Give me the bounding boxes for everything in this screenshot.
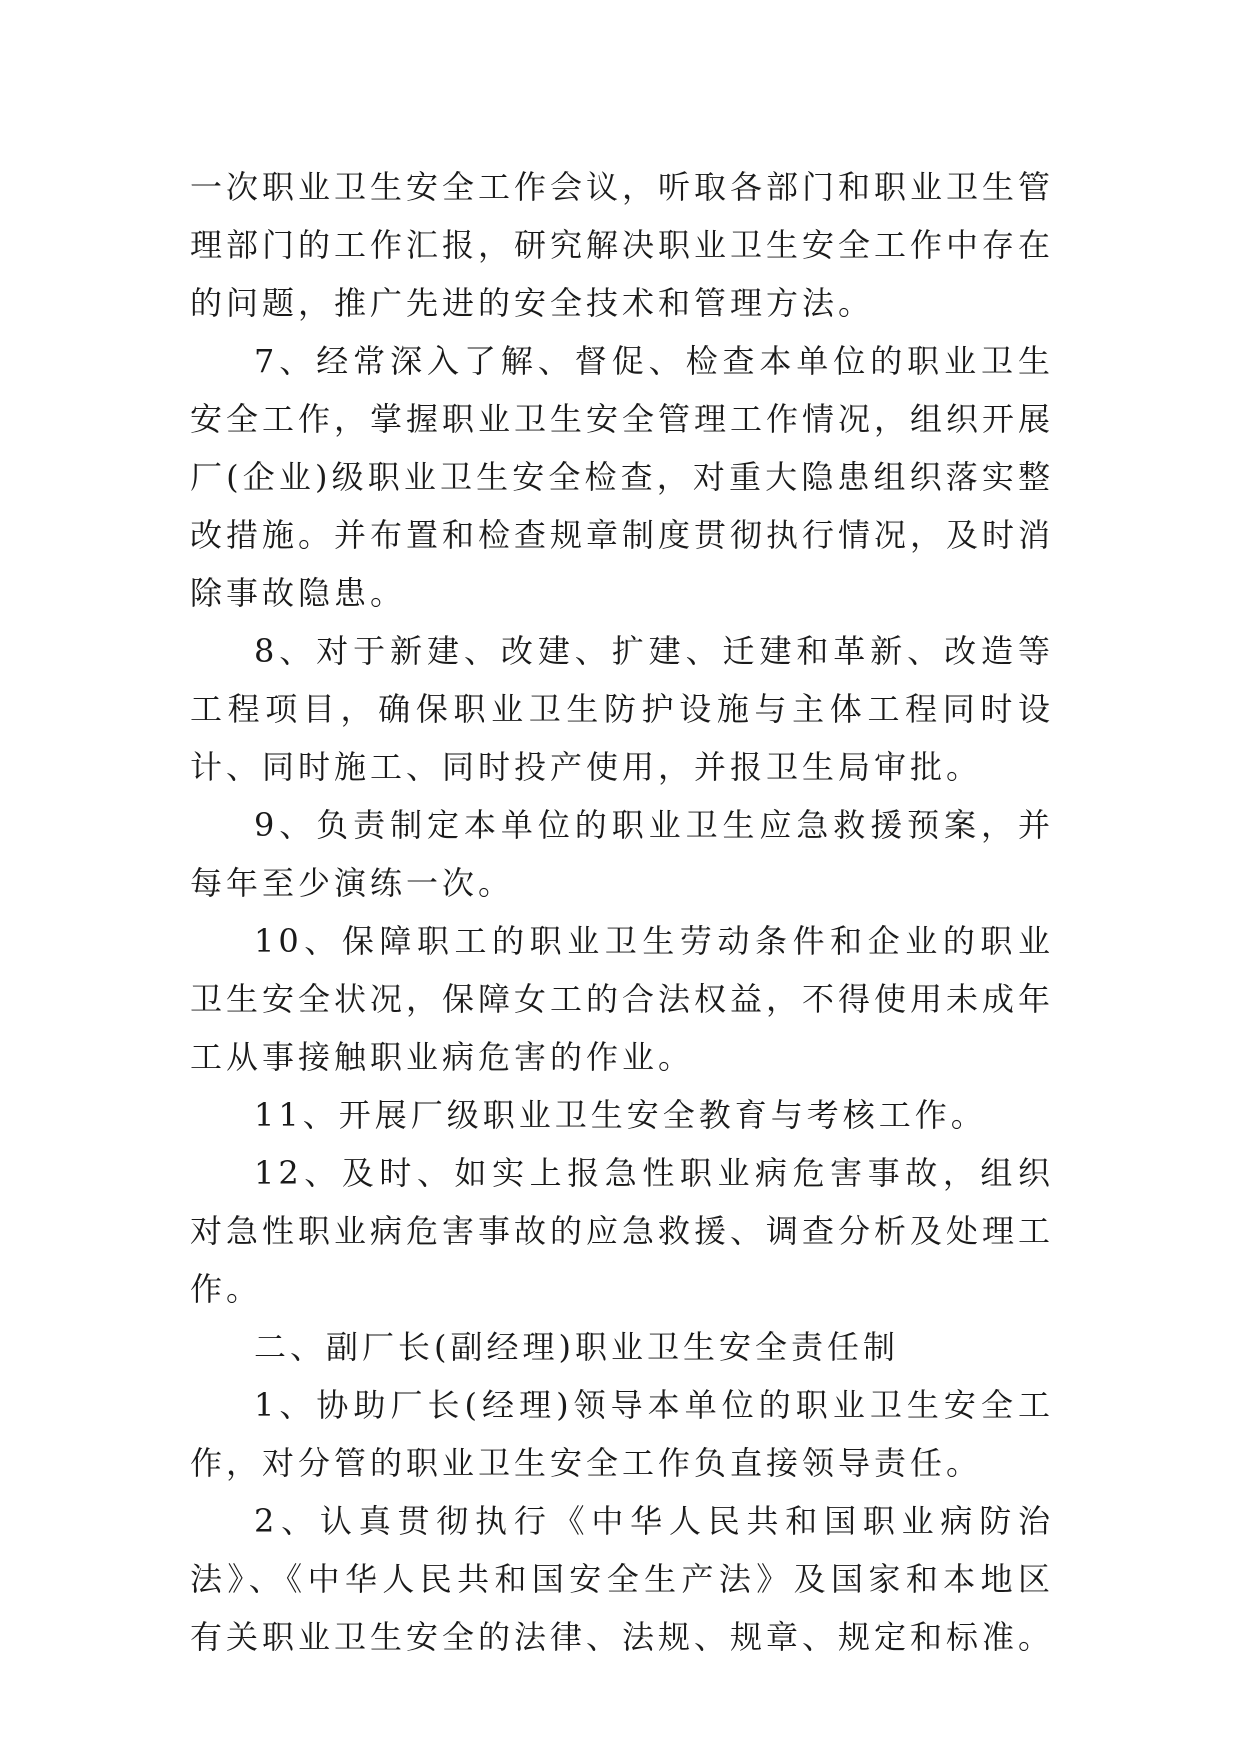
paragraph-item-2: 2、认真贯彻执行《中华人民共和国职业病防治法》、《中华人民共和国安全生产法》及国家和本地区有关职业卫生安全的法律、法规、规章、规定和标准。: [190, 1502, 1055, 1656]
section-heading-vice-director: 二、副厂长(副经理)职业卫生安全责任制: [254, 1328, 899, 1366]
paragraph-item-12: 12、及时、如实上报急性职业病危害事故，组织对急性职业病危害事故的应急救援、调查分析及处理工作。: [190, 1154, 1055, 1308]
paragraph-item-10: 10、保障职工的职业卫生劳动条件和企业的职业卫生安全状况，保障女工的合法权益，不得使用未成年工从事接触职业病危害的作业。: [190, 922, 1055, 1076]
paragraph-item-11: 11、开展厂级职业卫生安全教育与考核工作。: [254, 1096, 987, 1134]
document-body: [190, 158, 1054, 1666]
paragraph-continuation: 一次职业卫生安全工作会议，听取各部门和职业卫生管理部门的工作汇报，研究解决职业卫生安全工作中存在的问题，推广先进的安全技术和管理方法。: [190, 168, 1055, 322]
paragraph-item-9: 9、负责制定本单位的职业卫生应急救援预案，并每年至少演练一次。: [190, 806, 1054, 902]
paragraph-item-8: 8、对于新建、改建、扩建、迁建和革新、改造等工程项目，确保职业卫生防护设施与主体工程同时设计、同时施工、同时投产使用，并报卫生局审批。: [190, 632, 1054, 786]
paragraph-item-7: 7、经常深入了解、督促、检查本单位的职业卫生安全工作，掌握职业卫生安全管理工作情况，组织开展厂(企业)级职业卫生安全检查，对重大隐患组织落实整改措施。并布置和检查规章制度贯彻执行情况，及时消除事故隐患。: [190, 342, 1055, 612]
paragraph-item-1: 1、协助厂长(经理)领导本单位的职业卫生安全工作，对分管的职业卫生安全工作负直接领导责任。: [190, 1386, 1054, 1482]
